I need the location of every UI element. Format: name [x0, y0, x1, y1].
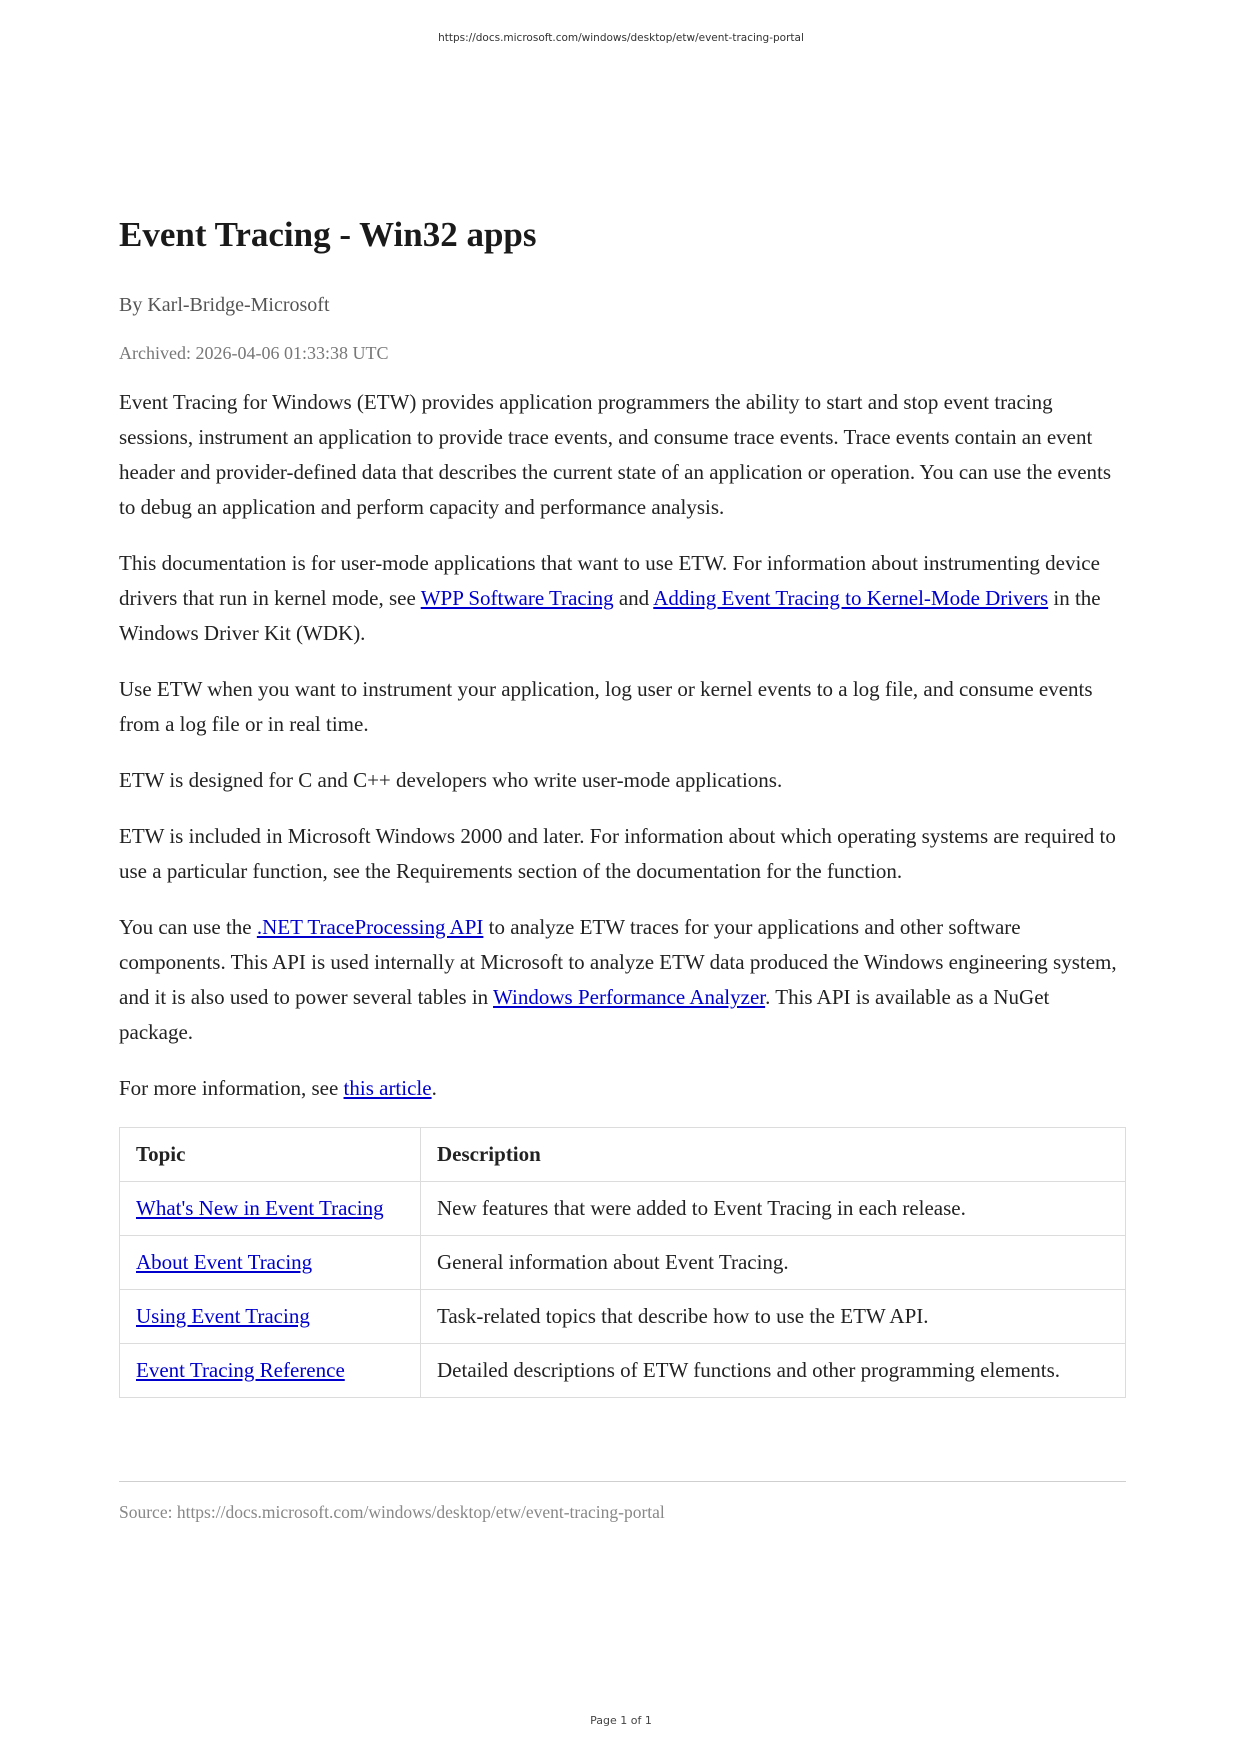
link-net-traceprocessing-api[interactable]: .NET TraceProcessing API: [256, 915, 484, 939]
paragraph-text: in the Windows Driver Kit (WDK).: [119, 586, 1101, 645]
table-row: [120, 1290, 1126, 1344]
link-event-tracing-reference[interactable]: Event Tracing Reference: [136, 1358, 345, 1382]
page-title: Event Tracing - Win32 apps: [119, 215, 537, 254]
link-this-article[interactable]: this article: [343, 1076, 432, 1100]
header-url: https://docs.microsoft.com/windows/desktop/etw/event-tracing-portal: [438, 32, 804, 44]
paragraph-text: to analyze ETW traces for your applications and other software components. This API is used internally at Microsoft to analyze ETW data produced the Windows engineering system, and it is also used to power several tables in: [119, 915, 1117, 1009]
paragraph-more-info: [119, 1071, 1125, 1106]
paragraph-text: This documentation is for user-mode applications that want to use ETW. For information about instrumenting device drivers that run in kernel mode, see: [119, 551, 1100, 610]
link-whats-new[interactable]: What's New in Event Tracing: [136, 1196, 384, 1220]
column-header-description: Description: [421, 1128, 1126, 1182]
paragraph-intro: Event Tracing for Windows (ETW) provides application programmers the ability to start and stop event tracing sessions, instrument an application to provide trace events, and consume trace events. Trace events contain an event header and provider-defined data that describes the current state of an application or operation. You can use the events to debug an application and perform capacity and performance analysis.: [119, 390, 1112, 519]
archived-timestamp: Archived: 2026-04-06 01:33:38 UTC: [119, 343, 389, 363]
paragraph-text: .: [431, 1076, 437, 1100]
table-header-row: [120, 1128, 1126, 1182]
description-cell: Detailed descriptions of ETW functions and other programming elements.: [421, 1344, 1126, 1398]
footer-divider: [119, 1481, 1126, 1482]
paragraph-traceprocessing: [119, 910, 1125, 1050]
paragraph-use-etw: Use ETW when you want to instrument your application, log user or kernel events to a log file, and consume events from a log file or in real time.: [119, 677, 1093, 736]
description-cell: Task-related topics that describe how to use the ETW API.: [421, 1290, 1126, 1344]
table-row: [120, 1344, 1126, 1398]
link-wpp-software-tracing[interactable]: WPP Software Tracing: [420, 586, 614, 610]
description-cell: General information about Event Tracing.: [421, 1236, 1126, 1290]
topic-cell: [120, 1236, 421, 1290]
topic-cell: [120, 1182, 421, 1236]
article: [119, 212, 1125, 1398]
paragraph-included-in: ETW is included in Microsoft Windows 2000 and later. For information about which operating systems are required to use a particular function, see the Requirements section of the documentation for the function.: [119, 824, 1116, 883]
source-url: Source: https://docs.microsoft.com/windows/desktop/etw/event-tracing-portal: [119, 1502, 665, 1522]
paragraph-text: and: [613, 586, 654, 610]
paragraph-text: For more information, see: [119, 1076, 344, 1100]
paragraph-designed-for: ETW is designed for C and C++ developers who write user-mode applications.: [119, 768, 783, 792]
author-byline: By Karl-Bridge-Microsoft: [119, 294, 330, 316]
table-row: [120, 1182, 1126, 1236]
paragraph-text: You can use the: [119, 915, 257, 939]
topic-cell: [120, 1290, 421, 1344]
paragraph-text: . This API is available as a NuGet package.: [119, 985, 1050, 1044]
link-using-event-tracing[interactable]: Using Event Tracing: [136, 1304, 310, 1328]
link-adding-event-tracing-kernel[interactable]: Adding Event Tracing to Kernel-Mode Drivers: [653, 586, 1049, 610]
link-windows-performance-analyzer[interactable]: Windows Performance Analyzer: [493, 985, 766, 1009]
article-body: [119, 385, 1125, 1106]
page-number: Page 1 of 1: [590, 1714, 652, 1727]
link-about-event-tracing[interactable]: About Event Tracing: [136, 1250, 313, 1274]
table-row: [120, 1236, 1126, 1290]
column-header-topic: Topic: [120, 1128, 421, 1182]
topics-table: [119, 1127, 1126, 1398]
topic-cell: [120, 1344, 421, 1398]
paragraph-user-mode: [119, 546, 1125, 651]
description-cell: New features that were added to Event Tracing in each release.: [421, 1182, 1126, 1236]
